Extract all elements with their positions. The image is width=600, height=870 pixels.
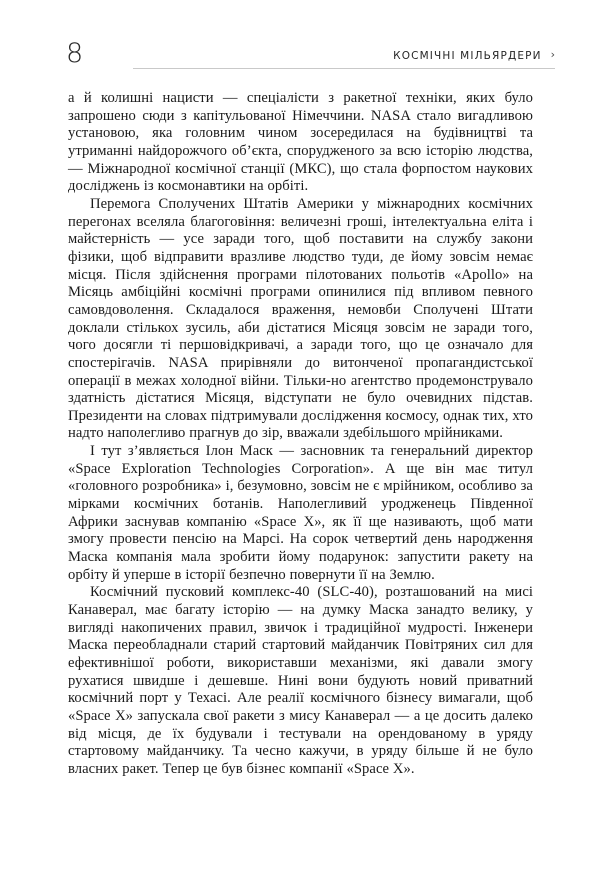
paragraph: І тут з’являється Ілон Маск — засновник та генеральний директор «Space Exploration Technologies Corporation». А ще він має титул «головного розробника» і, безумовно, зовсім не є мрійником, особливо за мірками космічних ботанів. Наполегливий уродженець Південної Африки заснував компанію «Space X», як її ще називають, щоб мати змогу провести пенсію на Марсі. На сорок четвертий день народження Маска компанія мала зробити йому подарунок: запустити ракету на орбіту й уперше в історії безпечно повернути її на Землю. xyxy=(68,443,533,583)
running-head-title-group xyxy=(387,50,555,62)
paragraph: Космічний пусковий комплекс-40 (SLC-40), розташований на мисі Канаверал, має багату історію — на думку Маска занадто велику, у вигляді накопичених правил, звичок і традиційної мудрості. Інженери Маска переобладнали старий стартовий майданчик Повітряних сил для ефективнішої роботи, використавши механізми, які давали змогу рухатися швидше і дешевше. Нині вони будують новий приватний космічний порт у Техасі. Але реалії космічного бізнесу вимагали, щоб «Space X» запускала свої ракети з мису Канаверал — а це досить далеко від місця, де їх будували і тестували на орендованому в уряду стартовому майданчику. Та чесно кажучи, в уряду більше й не було власних ракет. Тепер це був бізнес компанії «Space X». xyxy=(68,584,533,777)
paragraph-continuation: а й колишні нацисти — спеціалісти з ракетної техніки, яких було запрошено сюди з капітульованої Німеччини. NASA стало вигадливою установою, яка головним чином зосередилася на будівництві та утриманні найдорожчого об’єкта, спорудженого за всю історію людства,— Міжнародної космічної станції (МКС), що стала форпостом наукових досліджень із космонавтики на орбіті. xyxy=(68,90,533,195)
running-head xyxy=(0,38,600,78)
running-head-title: КОСМІЧНІ МІЛЬЯРДЕРИ xyxy=(393,50,542,62)
paragraph: Перемога Сполучених Штатів Америки у міжнародних космічних перегонах вселяла благоговіння: величезні гроші, інтелектуальна еліта і майстерність — усе заради того, щоб поставити на службу закони фізики, щоб відправити вразливе людство туди, де йому зовсім немає місця. Після здійснення програми пілотованих польотів «Apollo» на Місяць амбіційні космічні програми опинилися під впливом певного самовдоволення. Складалося враження, немовби Сполучені Штати доклали стількох зусиль, аби дістатися Місяця зовсім не заради того, чого досягли ті першовідкривачі, а заради того, що це означало для спостерігачів. NASA прирівняли до витонченої пропагандистської операції в межах холодної війни. Тільки-но агентство продемонструвало здатність дістатися Місяця, відступати не було очевидних підстав. Президенти на словах підтримували дослідження космосу, однак тих, хто надто наполегливо прагнув до зір, вважали здебільшого мрійниками. xyxy=(68,195,533,442)
chevron-right-icon: › xyxy=(550,48,555,61)
header-divider-rule xyxy=(133,68,555,69)
body-text-block xyxy=(68,90,533,779)
page-number: 8 xyxy=(66,38,84,69)
